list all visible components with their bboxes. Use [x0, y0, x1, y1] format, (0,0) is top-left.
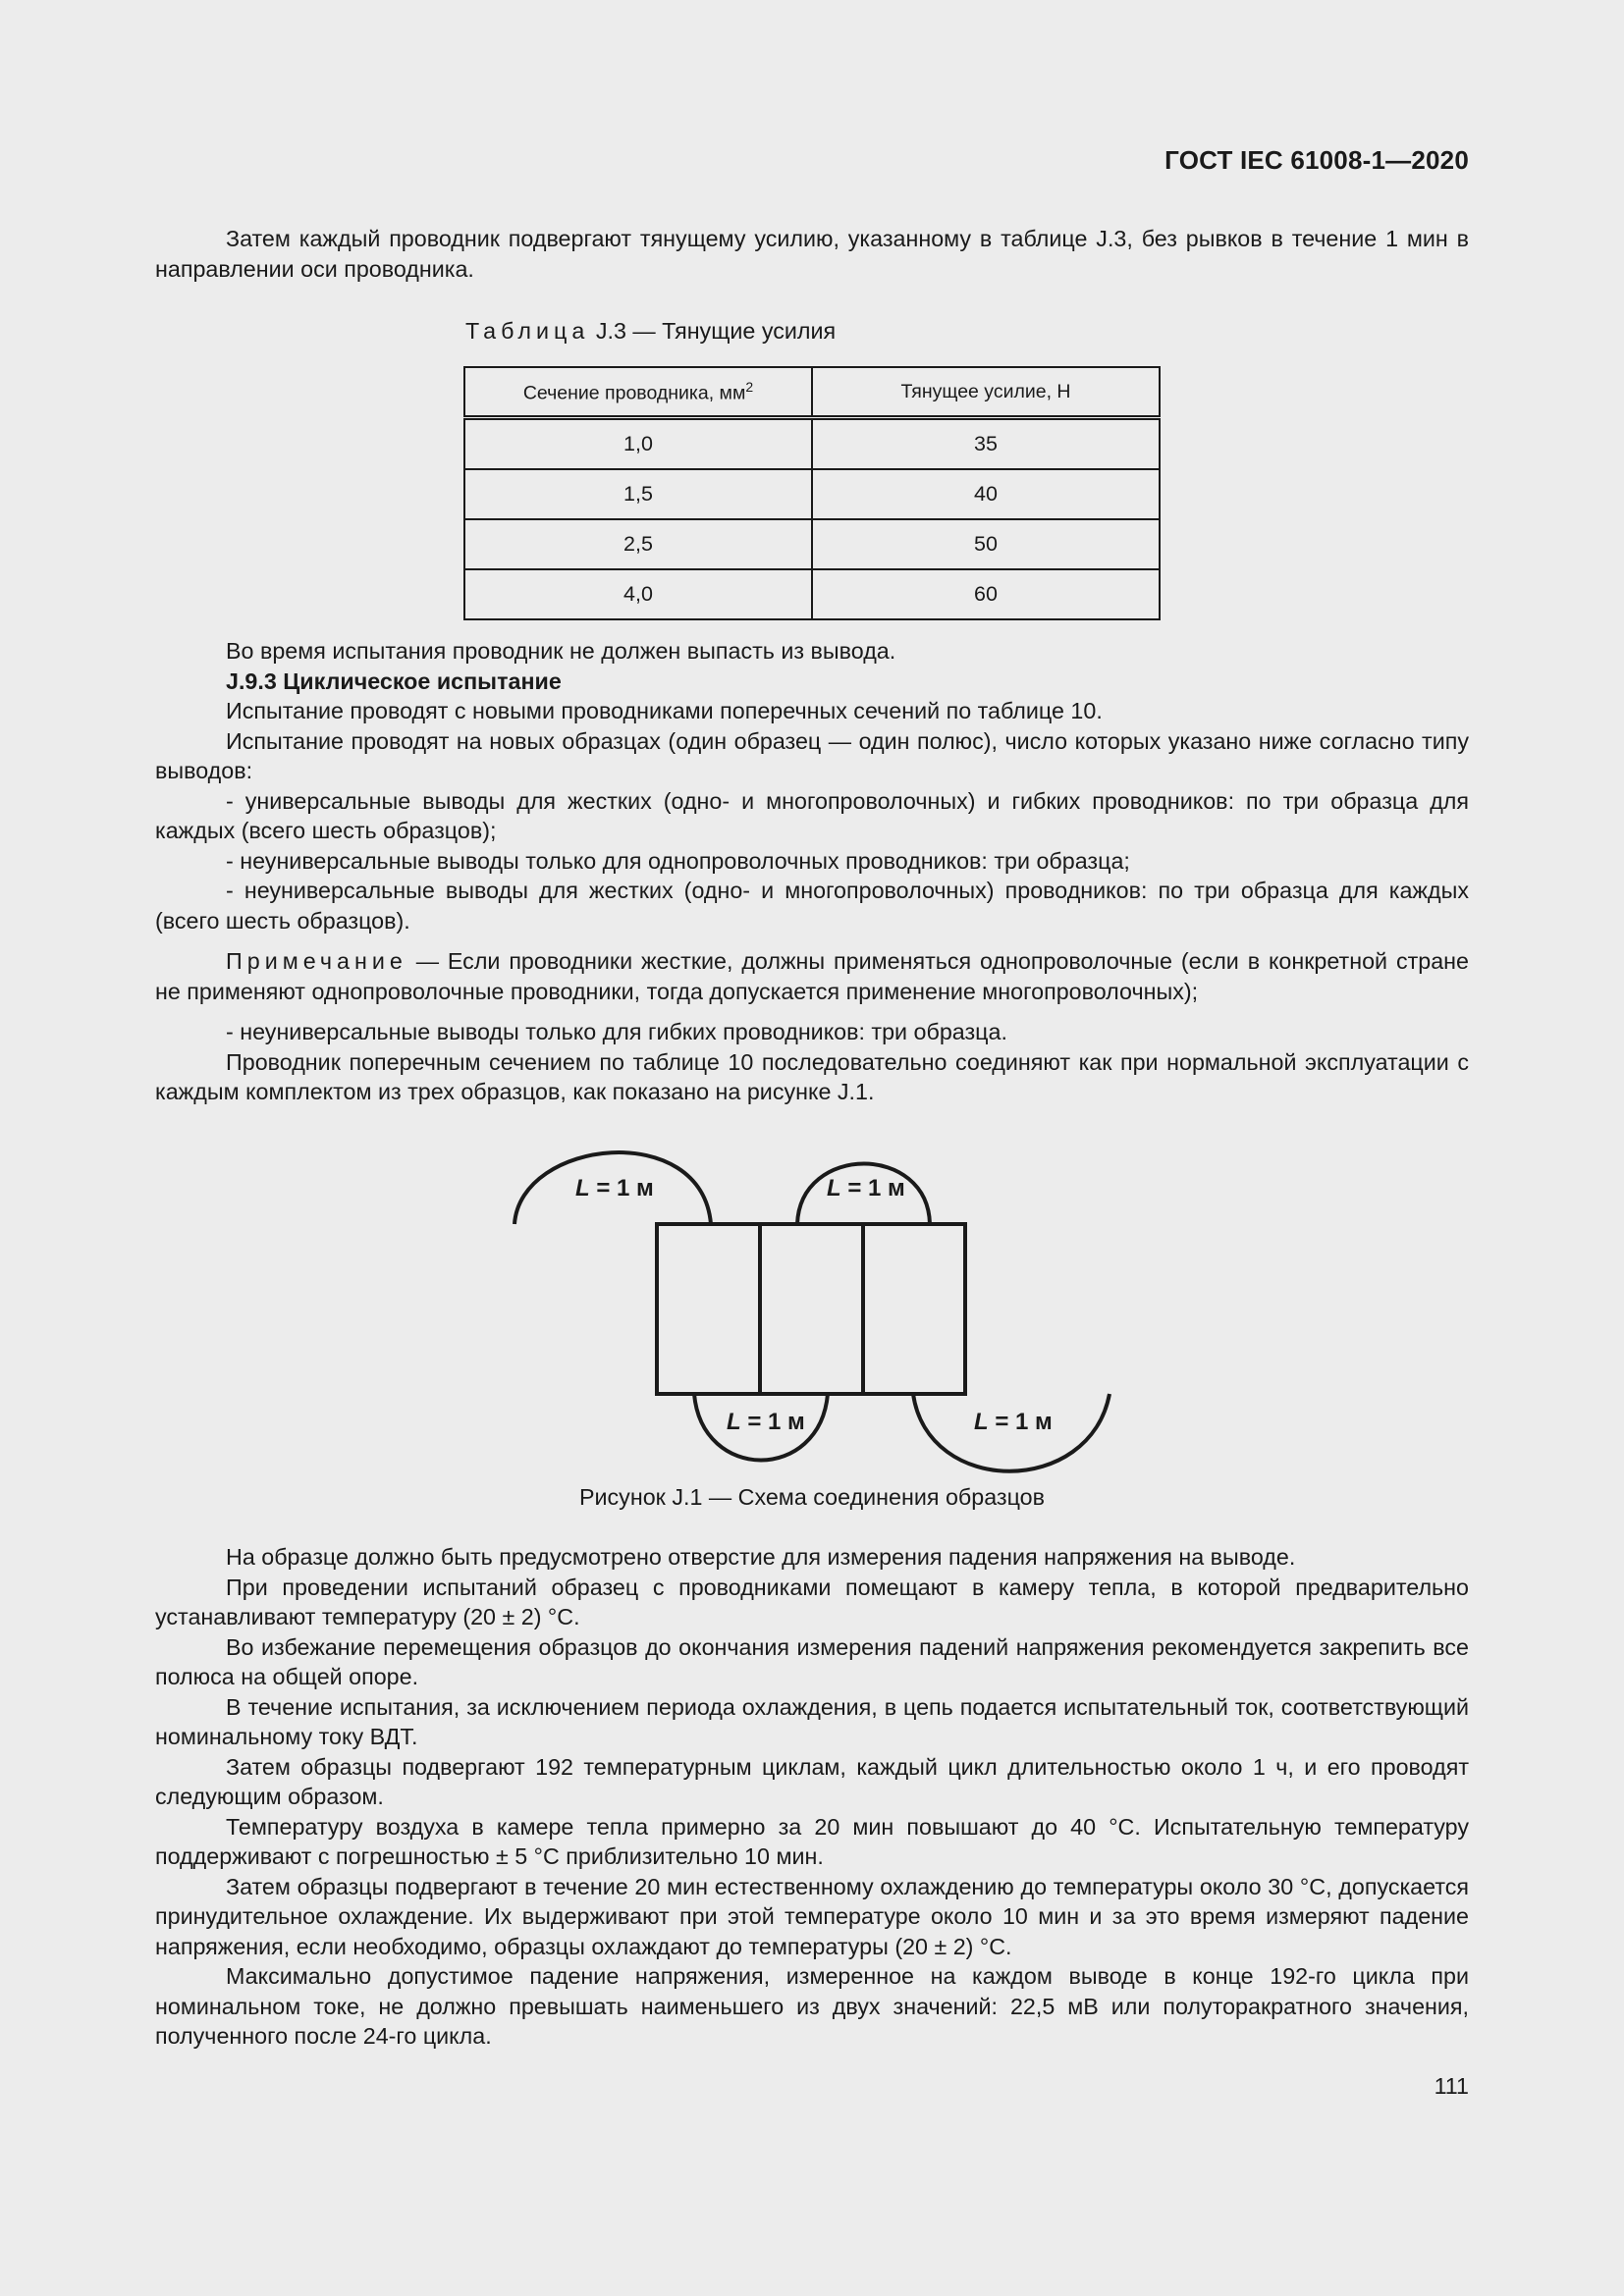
- paragraph: Затем образцы подвергают 192 температурным циклам, каждый цикл длительностью около 1 ч, и его проводят следующим образом.: [155, 1753, 1469, 1809]
- loop-label: L = 1 м: [974, 1409, 1053, 1435]
- paragraph: Испытание проводят на новых образцах (один образец — один полюс), число которых указано ниже согласно типу выводов:: [155, 727, 1469, 783]
- page-number: 111: [1434, 2073, 1469, 2099]
- paragraph: На образце должно быть предусмотрено отверстие для измерения падения напряжения на выводе.: [226, 1544, 1296, 1570]
- paragraph: Затем каждый проводник подвергают тянущему усилию, указанному в таблице J.3, без рывков в течение 1 мин в направлении оси проводника.: [155, 226, 1469, 282]
- table-header-force: Тянущее усилие, Н: [812, 367, 1160, 418]
- paragraph: Затем образцы подвергают в течение 20 мин естественному охлаждению до температуры около 30 °C, допускается принудительное охлаждение. Их выдерживают при этой температуре около 10 мин и за это время измеряют падение напряжения, если необходимо, образцы охлаждают до температуры (20 ± 2) °C.: [155, 1873, 1469, 1959]
- list-item: - неуниверсальные выводы для жестких (одно- и многопроволочных) проводников: по три образца для каждых (всего шесть образцов).: [155, 878, 1469, 934]
- loop-label: L = 1 м: [727, 1409, 805, 1435]
- table-caption-prefix: Таблица: [465, 318, 590, 344]
- loop-label: L = 1 м: [575, 1175, 654, 1201]
- paragraph: Температуру воздуха в камере тепла примерно за 20 мин повышают до 40 °C. Испытательную температуру поддерживают с погрешностью ± 5 °C приблизительно 10 мин.: [155, 1813, 1469, 1869]
- table-cell-section: 4,0: [464, 569, 812, 619]
- table-header-section: Сечение проводника, $мм^2$: [464, 367, 812, 418]
- table-cell-section: 1,0: [464, 418, 812, 470]
- paragraph: Проводник поперечным сечением по таблице 10 последовательно соединяют как при нормальной эксплуатации с каждым комплектом из трех образцов, как показано на рисунке J.1.: [155, 1048, 1469, 1104]
- note-text: — Если проводники жесткие, должны применяться однопроволочные (если в конкретной стране не применяют однопроволочные проводники, тогда допускается применение многопроволочных);: [155, 948, 1469, 1004]
- figure-caption: Рисунок J.1 — Схема соединения образцов: [578, 1484, 1046, 1510]
- table-cell-force: 60: [812, 569, 1160, 619]
- section-test-procedure: [155, 1542, 1469, 2052]
- document-code: ГОСТ IEC 61008-1—2020: [1164, 145, 1469, 175]
- paragraph: При проведении испытаний образец с проводниками помещают в камеру тепла, в которой предварительно устанавливают температуру (20 ± 2) °C.: [155, 1574, 1469, 1629]
- table-cell-force: 40: [812, 469, 1160, 519]
- table-cell-force: 35: [812, 418, 1160, 470]
- table-cell-force: 50: [812, 519, 1160, 569]
- paragraph: Во избежание перемещения образцов до окончания измерения падений напряжения рекомендуется закрепить все полюса на общей опоре.: [155, 1633, 1469, 1689]
- table-cell-section: 1,5: [464, 469, 812, 519]
- section-heading: J.9.3 Циклическое испытание: [226, 667, 562, 694]
- samples-block: [657, 1224, 965, 1394]
- paragraph: Во время испытания проводник не должен выпасть из вывода.: [226, 638, 896, 664]
- table-cell-section: 2,5: [464, 519, 812, 569]
- table-caption-title: J.3 — Тянущие усилия: [589, 318, 837, 344]
- note-label: Примечание: [226, 948, 407, 974]
- loop-label: L = 1 м: [827, 1175, 905, 1201]
- list-item: - неуниверсальные выводы только для гибких проводников: три образца.: [226, 1019, 1007, 1044]
- paragraph: Максимально допустимое падение напряжения, измеренное на каждом выводе в конце 192-го цикла при номинальном токе, не должно превышать наименьшего из двух значений: 22,5 мВ или полуторакратного значения, полученного после 24-го цикла.: [155, 1963, 1469, 2049]
- paragraph: Испытание проводят с новыми проводниками поперечных сечений по таблице 10.: [226, 698, 1103, 723]
- list-item: - неуниверсальные выводы только для однопроволочных проводников: три образца;: [226, 847, 1130, 874]
- list-item: - универсальные выводы для жестких (одно- и многопроволочных) и гибких проводников: по три образца для каждых (всего шесть образцов);: [155, 787, 1469, 843]
- paragraph: В течение испытания, за исключением периода охлаждения, в цепь подается испытательный ток, соответствующий номинальному току ВДТ.: [155, 1693, 1469, 1749]
